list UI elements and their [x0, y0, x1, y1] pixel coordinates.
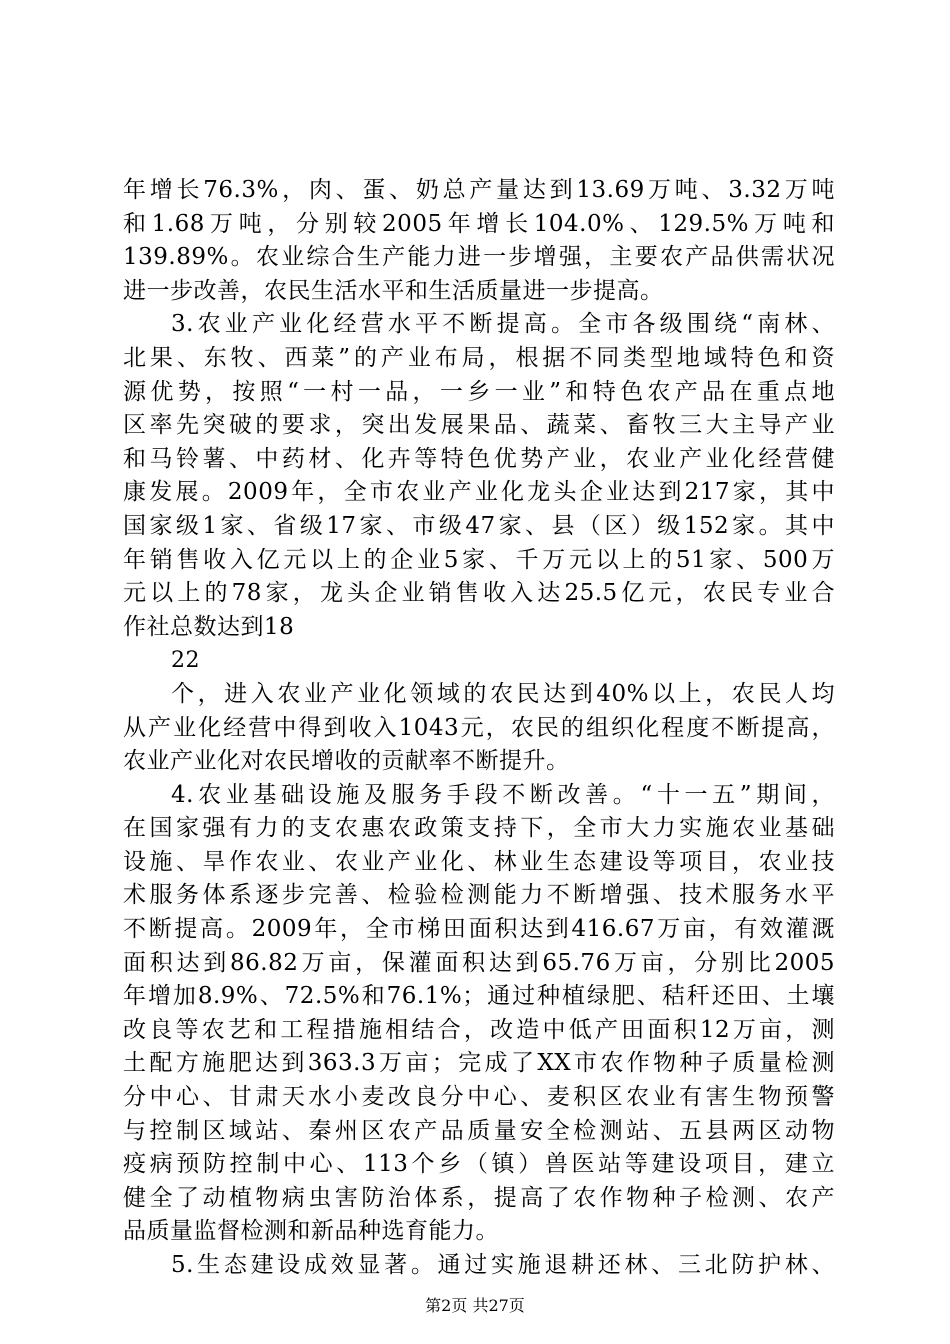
- text-line: 国家级1家、省级17家、市级47家、县（区）级152家。其中: [123, 512, 835, 539]
- text-line: 与控制区域站、秦州区农产品质量安全检测站、五县两区动物: [123, 1117, 835, 1144]
- text-line: 进一步改善，农民生活水平和生活质量进一步提高。: [123, 277, 664, 304]
- body-text: [123, 174, 835, 1283]
- text-line: 设施、旱作农业、农业产业化、林业生态建设等项目，农业技: [123, 848, 835, 875]
- text-line: 不断提高。2009年，全市梯田面积达到416.67万亩，有效灌溉: [123, 916, 835, 943]
- text-line: 从产业化经营中得到收入1043元，农民的组织化程度不断提高，: [123, 714, 835, 741]
- text-line: 疫病预防控制中心、113个乡（镇）兽医站等建设项目，建立: [123, 1151, 835, 1178]
- text-line: 在国家强有力的支农惠农政策支持下，全市大力实施农业基础: [123, 815, 835, 842]
- page-footer: 第2页 共27页: [425, 1296, 525, 1315]
- text-line: 139.89%。农业综合生产能力进一步增强，主要农产品供需状况: [123, 244, 835, 271]
- text-line: 分中心、甘肃天水小麦改良分中心、麦积区农业有害生物预警: [123, 1084, 835, 1111]
- text-line: 农业产业化对农民增收的贡献率不断提升。: [123, 748, 570, 775]
- text-line: 年销售收入亿元以上的企业5家、千万元以上的51家、500万: [123, 546, 835, 573]
- text-line: 和1.68万吨，分别较2005年增长104.0%、129.5%万吨和: [123, 210, 835, 237]
- text-line: 年增长76.3%，肉、蛋、奶总产量达到13.69万吨、3.32万吨: [123, 177, 835, 203]
- paragraph-5-start: 5.生态建设成效显著。通过实施退耕还林、三北防护林、: [171, 1252, 835, 1278]
- text-line: 改良等农艺和工程措施相结合，改造中低产田面积12万亩，测: [123, 1016, 835, 1043]
- text-line: 作社总数达到18: [123, 613, 295, 640]
- paragraph-4-start: 4.农业基础设施及服务手段不断改善。“十一五”期间，: [171, 781, 835, 808]
- text-line: 年增加8.9%、72.5%和76.1%；通过种植绿肥、秸秆还田、土壤: [123, 983, 835, 1010]
- text-line: 面积达到86.82万亩，保灌面积达到65.76万亩，分别比2005: [123, 949, 835, 976]
- text-line: 元以上的78家，龙头企业销售收入达25.5亿元，农民专业合: [123, 580, 835, 607]
- text-line: 康发展。2009年，全市农业产业化龙头企业达到217家，其中: [123, 479, 835, 506]
- text-line: 和马铃薯、中药材、化卉等特色优势产业，农业产业化经营健: [123, 445, 835, 472]
- text-line: 土配方施肥达到363.3万亩；完成了XX市农作物种子质量检测: [123, 1050, 835, 1077]
- text-line: 源优势，按照“一村一品，一乡一业”和特色农产品在重点地: [123, 378, 835, 405]
- text-line: 北果、东牧、西菜”的产业布局，根据不同类型地域特色和资: [123, 344, 835, 371]
- text-line: 品质量监督检测和新品种选育能力。: [123, 1218, 499, 1245]
- inline-page-number: 22: [171, 648, 200, 674]
- text-line: 术服务体系逐步完善、检验检测能力不断增强、技术服务水平: [123, 882, 835, 909]
- paragraph-3-start: 3.农业产业化经营水平不断提高。全市各级围绕“南林、: [171, 311, 835, 338]
- text-line: 个，进入农业产业化领域的农民达到40%以上，农民人均: [171, 680, 835, 707]
- text-line: 区率先突破的要求，突出发展果品、蔬菜、畜牧三大主导产业: [123, 412, 835, 439]
- text-line: 健全了动植物病虫害防治体系，提高了农作物种子检测、农产: [123, 1184, 835, 1211]
